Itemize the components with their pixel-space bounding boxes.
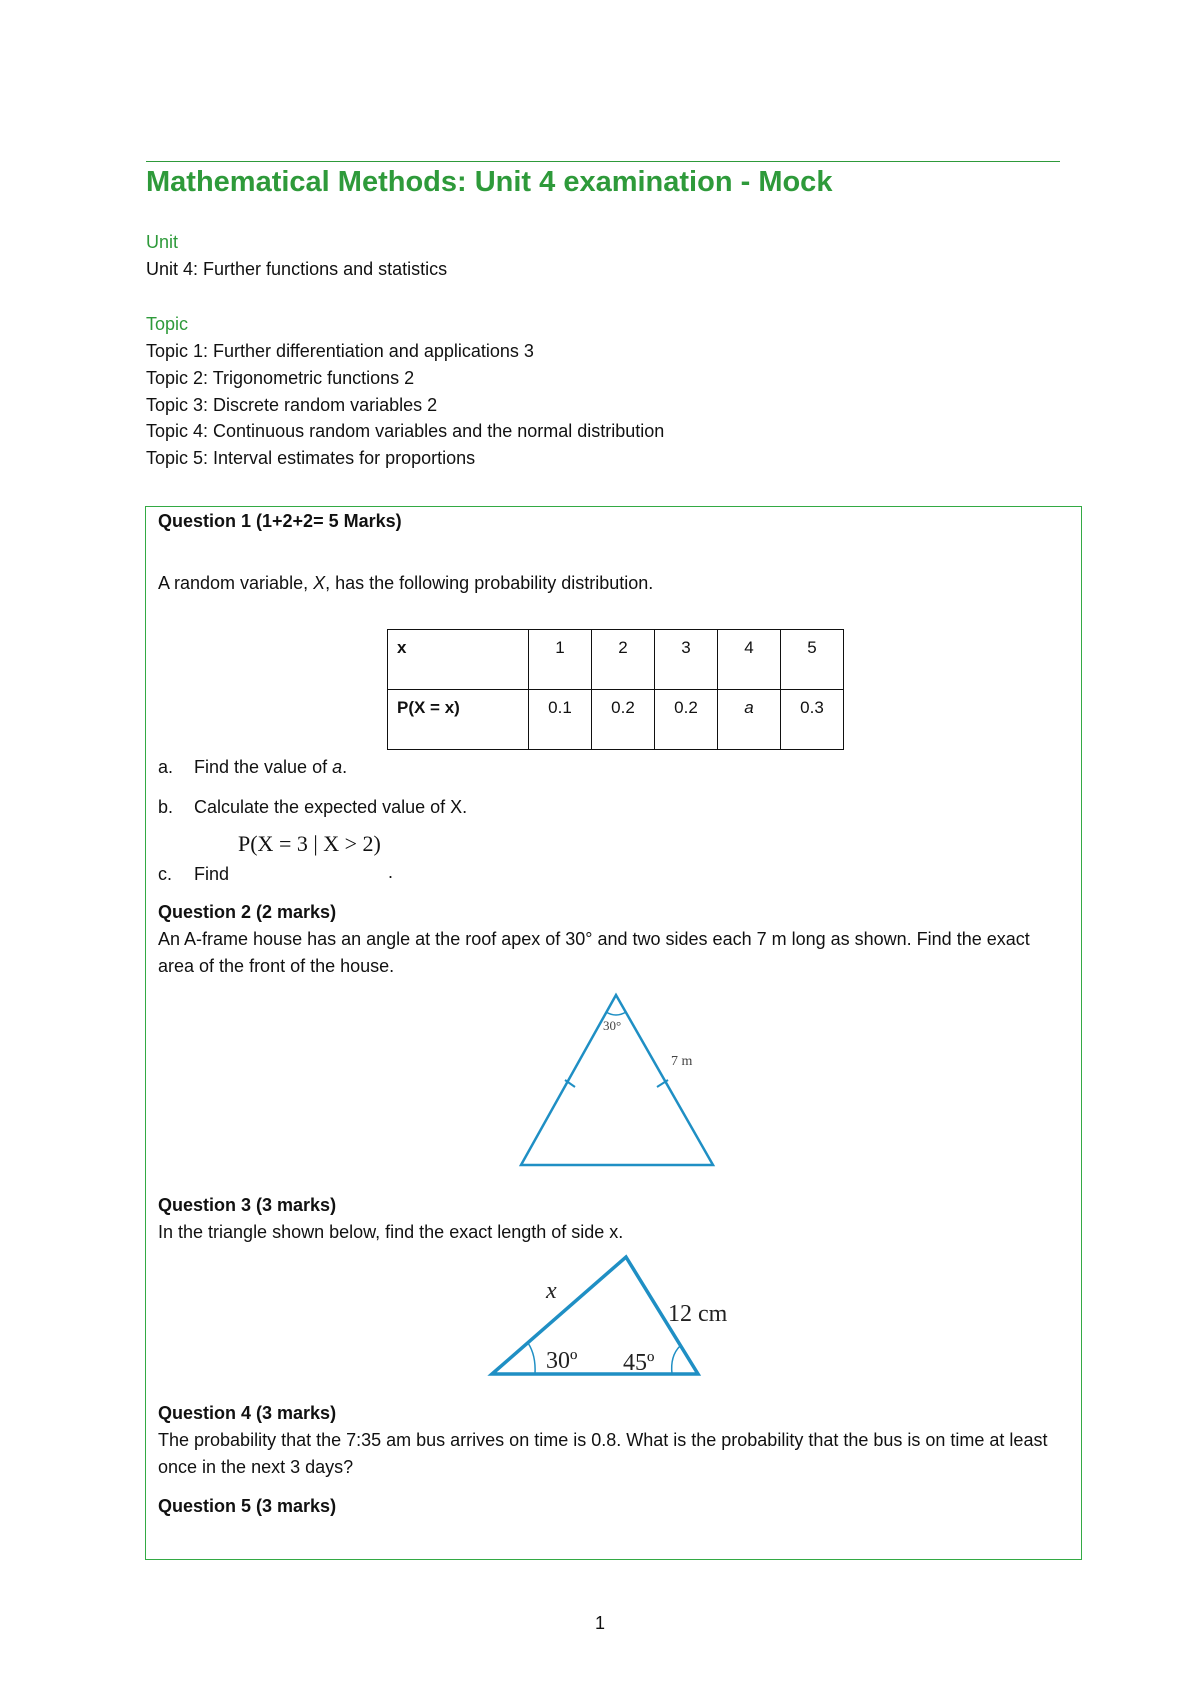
q1-part-a: a. Find the value of a. xyxy=(158,757,348,777)
angle-label: 30° xyxy=(603,1018,622,1033)
angle-45-label: 45º xyxy=(623,1350,655,1376)
side-length-label: 12 cm xyxy=(668,1301,728,1327)
q3-heading: Question 3 (3 marks) xyxy=(158,1195,337,1215)
page-title: Mathematical Methods: Unit 4 examination - Mock xyxy=(146,166,833,198)
unit-heading: Unit xyxy=(146,232,179,252)
q3-text: In the triangle shown below, find the exact length of side x. xyxy=(158,1222,624,1242)
table-cell: 0.3 xyxy=(781,690,844,750)
unit-text: Unit 4: Further functions and statistics xyxy=(146,259,448,279)
q1-intro: A random variable, X, has the following probability distribution. xyxy=(158,573,654,593)
table-cell: 4 xyxy=(718,630,781,690)
q2-heading: Question 2 (2 marks) xyxy=(158,902,337,922)
a-frame-diagram xyxy=(505,990,725,1175)
q1-part-b: b. Calculate the expected value of X. xyxy=(158,797,468,817)
page-number: 1 xyxy=(594,1613,605,1633)
table-cell: 0.1 xyxy=(529,690,592,750)
topic-item: Topic 4: Continuous random variables and the normal distribution xyxy=(146,421,665,441)
q1-c-math: P(X = 3 | X > 2) xyxy=(238,831,381,856)
table-cell: 3 xyxy=(655,630,718,690)
topic-item: Topic 2: Trigonometric functions 2 xyxy=(146,368,415,388)
q5-heading: Question 5 (3 marks) xyxy=(158,1496,337,1516)
table-cell: 0.2 xyxy=(592,690,655,750)
table-cell: 5 xyxy=(781,630,844,690)
q4-heading: Question 4 (3 marks) xyxy=(158,1403,337,1423)
q1-heading: Question 1 (1+2+2= 5 Marks) xyxy=(158,511,402,531)
q4-text: The probability that the 7:35 am bus arrives on time is 0.8. What is the probability that the bus is on time at least once in the next 3 days? xyxy=(158,1430,1048,1477)
table-cell: x xyxy=(388,630,529,690)
probability-table xyxy=(387,629,844,750)
title-rule xyxy=(146,161,1060,162)
topic-item: Topic 1: Further differentiation and applications 3 xyxy=(146,341,534,361)
table-row xyxy=(388,690,844,750)
table-row xyxy=(388,630,844,690)
angle-30-label: 30º xyxy=(546,1348,578,1374)
topic-heading: Topic xyxy=(146,314,189,334)
triangle-diagram xyxy=(480,1250,760,1380)
q1-c-period: . xyxy=(388,862,394,882)
table-cell: 1 xyxy=(529,630,592,690)
table-cell: a xyxy=(718,690,781,750)
table-cell: 0.2 xyxy=(655,690,718,750)
q2-text: An A-frame house has an angle at the roof apex of 30° and two sides each 7 m long as shown. Find the exact area of the front of the house. xyxy=(158,929,1030,976)
table-cell: P(X = x) xyxy=(388,690,529,750)
topic-item: Topic 5: Interval estimates for proportions xyxy=(146,448,476,468)
table-cell: 2 xyxy=(592,630,655,690)
side-length-label: 7 m xyxy=(671,1054,693,1069)
side-x-label: x xyxy=(546,1278,557,1304)
topic-item: Topic 3: Discrete random variables 2 xyxy=(146,395,438,415)
q1-part-c: c. Find xyxy=(158,864,230,884)
